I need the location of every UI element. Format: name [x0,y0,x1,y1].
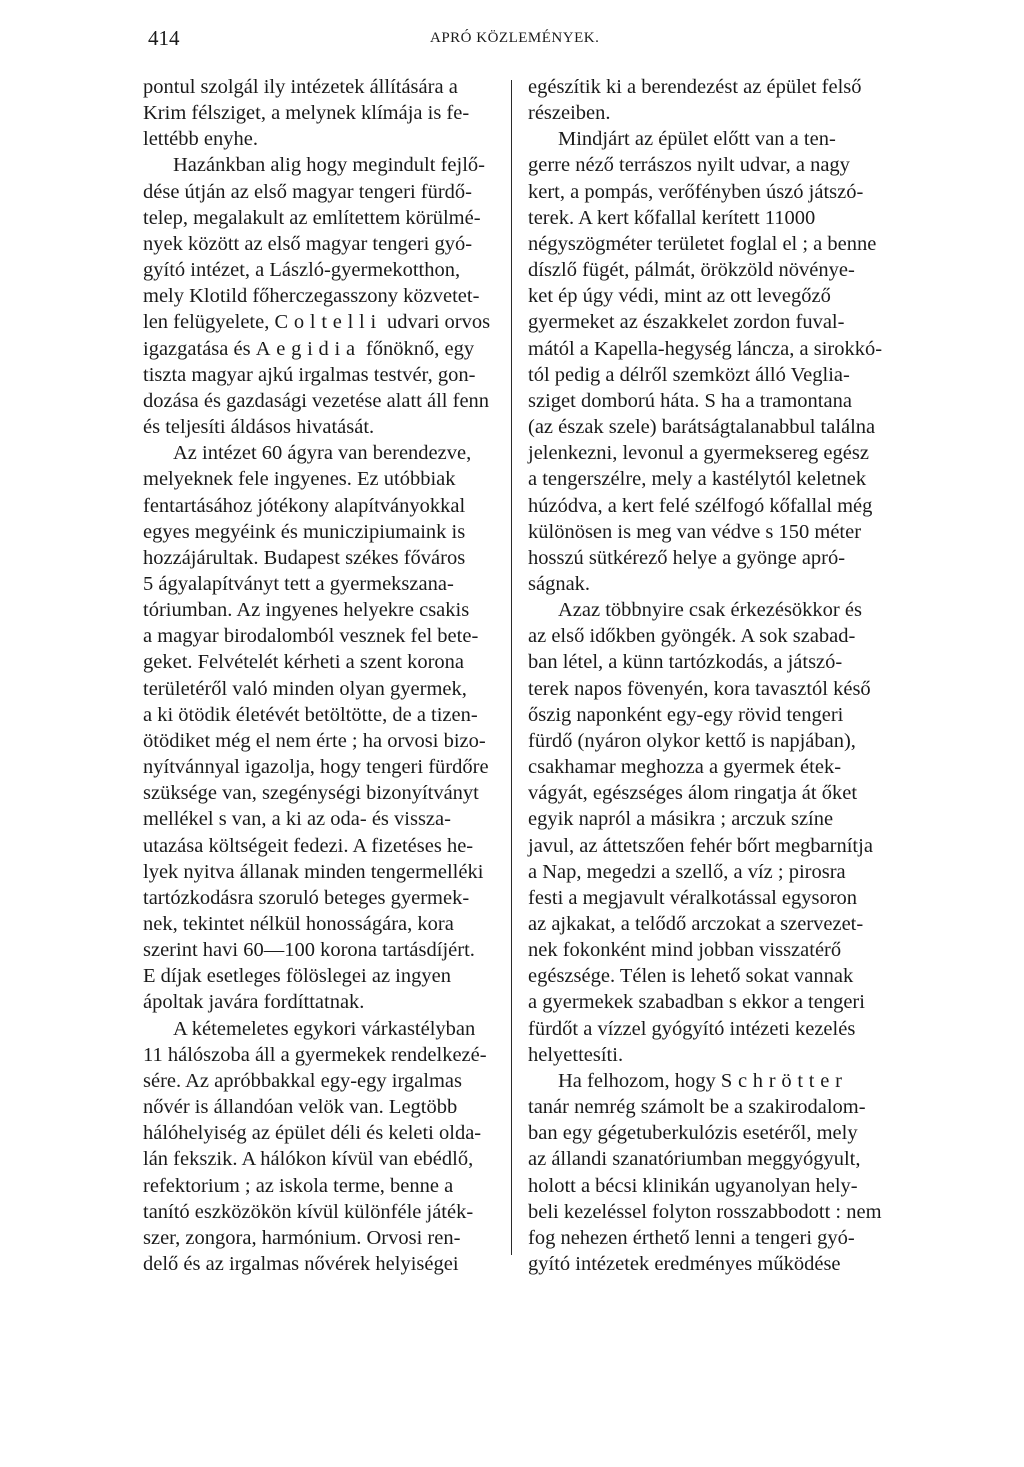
text-line [528,519,888,545]
text-line [143,885,503,911]
text-segment: holott a bécsi klinikán ugyanolyan hely- [528,1174,858,1197]
text-segment: gyító intézet, a László-gyermekotthon, [143,259,461,282]
text-line [143,466,503,492]
text-segment: tóriumban. Az ingyenes helyekre csakis [143,599,470,622]
text-segment: nek, tekintet nélkül honosságára, kora [143,913,454,935]
text-line [143,911,503,937]
text-segment: ságnak. [528,572,591,595]
text-segment: ban létel, a künn tartózkodás, a játszó- [528,651,843,674]
text-line [143,336,503,362]
text-segment: lettébb enyhe. [143,128,258,151]
text-segment: mellékel s van, a ki az oda- és vissza- [143,808,451,831]
text-line [528,937,888,963]
text-line [143,1199,503,1225]
text-line [528,623,888,649]
text-segment: Mindjárt az épület előtt van a ten- [558,128,836,151]
text-segment: ban egy gégetuberkulózis esetéről, mely [528,1122,858,1145]
text-segment: geket. Felvételét kérheti a szent korona [143,651,465,674]
text-segment: tanár nemrég számolt be a szakirodalom- [528,1096,866,1119]
text-line [143,702,503,728]
text-line [143,414,503,440]
text-line [528,780,888,806]
text-line [528,126,888,152]
text-line [528,911,888,937]
text-segment: nek fokonként mind jobban visszatérő [528,939,842,962]
text-segment: mától a Kapella-hegység láncza, a sirokkó- [528,337,883,360]
text-line [143,728,503,754]
text-line [143,362,503,388]
text-line [143,597,503,623]
text-line [528,1068,888,1094]
text-line [143,152,503,178]
text-line [528,1225,888,1251]
text-line [143,806,503,832]
text-line [143,74,503,100]
text-segment: húzódva, a kert felé szélfogó kőfallal még [528,494,873,517]
text-line [143,1251,503,1277]
left-column [143,74,503,1277]
text-line [528,414,888,440]
text-segment: javul, az áttetszően fehér bőrt megbarnítja [528,834,873,857]
text-segment: (az észak szele) barátságtalanabbul találna [528,416,876,439]
text-segment: dozása és gazdasági vezetése alatt áll fenn [143,389,490,412]
text-line [528,179,888,205]
text-segment: területéről való minden olyan gyermek, [143,677,467,700]
column-divider [511,80,512,1255]
text-line [528,702,888,728]
text-line [528,1120,888,1146]
text-line [143,440,503,466]
text-line [143,1094,503,1120]
running-head: APRÓ KÖZLEMÉNYEK. [430,30,600,46]
text-segment: dése útján az első magyar tengeri fürdő- [143,180,473,203]
text-line [528,388,888,414]
text-segment: tól pedig a délről szemközt álló Veglia- [528,363,850,386]
text-segment: gyermeket az északkelet zordon fuval- [528,311,845,334]
text-segment: főnöknő, egy [360,337,475,360]
text-line [528,1146,888,1172]
text-line [528,545,888,571]
text-line [528,754,888,780]
spaced-name: Schrötter [720,1069,848,1092]
text-segment: lyek nyitva állanak minden tengermelléki [143,860,484,883]
right-column [528,74,888,1277]
text-line [528,466,888,492]
text-segment: udvari orvos [381,311,491,334]
text-segment: sziget domború háta. S ha a tramontana [528,389,852,412]
text-segment: a magyar birodalomból vesznek fel bete- [143,625,479,648]
text-line [528,676,888,702]
text-segment: jelenkezni, levonul a gyermeksereg egész [528,442,869,465]
text-line [528,257,888,283]
text-line [143,989,503,1015]
text-segment: a gyermekek szabadban s ekkor a tengeri [528,991,865,1014]
text-line [528,231,888,257]
text-segment: lán fekszik. A hálókon kívül van ebédlő, [143,1148,474,1171]
text-segment: festi a megjavult véralkotással egysoron [528,886,858,909]
text-line [528,571,888,597]
text-line [528,728,888,754]
text-line [143,283,503,309]
text-line [143,1068,503,1094]
text-segment: delő és az irgalmas nővérek helyiségei [143,1253,459,1276]
text-segment: vágyát, egészséges álom ringatja át őket [528,782,858,805]
text-line [528,1173,888,1199]
text-line [528,833,888,859]
text-line [528,597,888,623]
text-segment: és teljesíti áldásos hivatását. [143,416,375,439]
text-line [528,1094,888,1120]
text-segment: csakhamar meghozza a gyermek étek- [528,756,842,779]
text-segment: kert, a pompás, verőfényben úszó játszó- [528,180,864,203]
text-segment: az első időkben gyöngék. A sok szabad- [528,625,856,648]
text-segment: Az intézet 60 ágyra van berendezve, [173,442,472,465]
text-segment: szer, zongora, harmónium. Orvosi ren- [143,1226,461,1249]
text-segment: gyító intézetek eredményes működése [528,1253,841,1276]
text-segment: a Nap, megedzi a szellő, a víz ; pirosra [528,860,846,883]
text-line [143,257,503,283]
text-line [528,1042,888,1068]
text-line [143,1042,503,1068]
text-segment: tanító eszközökön kívül különféle játék- [143,1200,474,1223]
text-segment: különösen is meg van védve s 150 méter [528,520,862,543]
text-segment: telep, megalakult az említettem körülmé- [143,206,481,229]
text-segment: egészsége. Télen is lehető sokat vannak [528,965,854,988]
text-segment: terek. A kert kőfallal kerített 11000 [528,206,816,229]
text-line [528,205,888,231]
text-line [528,74,888,100]
text-segment: négyszögméter területet foglal el ; a benne [528,232,877,255]
text-line [528,152,888,178]
text-segment: nővér is állandóan velök van. Legtöbb [143,1096,458,1119]
text-line [143,649,503,675]
text-segment: utazása költségeit fedezi. A fizetéses he- [143,834,474,857]
text-line [143,126,503,152]
text-segment: ápoltak javára fordíttatnak. [143,991,365,1014]
text-segment: 11 hálószoba áll a gyermekek rendelkezé- [143,1043,487,1066]
text-line [143,519,503,545]
text-segment: fürdő (nyáron olykor kettő is napjában), [528,729,856,752]
text-line [143,571,503,597]
text-segment: tiszta magyar ajkú irgalmas testvér, gon- [143,363,476,386]
text-line [143,963,503,989]
text-segment: melyeknek fele ingyenes. Ez utóbbiak [143,468,456,491]
text-segment: egyes megyéink és municzipiumaink is [143,520,466,543]
text-segment: pontul szolgál ily intézetek állítására a [143,76,458,98]
text-segment: őszig naponként egy-egy rövid tengeri [528,703,844,726]
text-line [143,388,503,414]
text-line [143,179,503,205]
text-line [528,1199,888,1225]
text-segment: Ha felhozom, hogy [558,1069,721,1092]
text-line [528,362,888,388]
spaced-name: Coltelli [274,311,382,334]
text-segment: részeiben. [528,102,611,125]
text-line [143,937,503,963]
text-segment: gerre néző terrászos nyilt udvar, a nagy [528,154,850,177]
text-line [528,1016,888,1042]
text-segment: díszlő fügét, pálmát, örökzöld növénye- [528,259,855,282]
text-segment: 5 ágyalapítványt tett a gyermekszana- [143,572,454,595]
text-line [528,440,888,466]
text-line [528,963,888,989]
text-segment: egészítik ki a berendezést az épület felső [528,76,862,98]
text-segment: a ki ötödik életévét betöltötte, de a tizen- [143,703,478,726]
text-segment: Azaz többnyire csak érkezésökkor és [558,599,862,622]
text-line [143,623,503,649]
text-segment: tartózkodásra szoruló beteges gyermek- [143,886,470,909]
text-segment: sére. Az apróbbakkal egy-egy irgalmas [143,1069,462,1092]
text-line [528,806,888,832]
text-line [143,1225,503,1251]
text-segment: hosszú sütkérező helye a gyönge apró- [528,546,846,569]
text-line [528,283,888,309]
text-segment: fürdőt a vízzel gyógyító intézeti kezelés [528,1017,856,1040]
text-segment: beli kezeléssel folyton rosszabbodott : nem [528,1200,882,1223]
text-segment: ötödiket még el nem érte ; ha orvosi bizo- [143,729,486,752]
text-line [143,545,503,571]
text-segment: helyettesíti. [528,1043,624,1066]
text-line [143,309,503,335]
text-line [143,1146,503,1172]
text-segment: E díjak esetleges fölöslegei az ingyen [143,965,451,988]
text-segment: refektorium ; az iskola terme, benne a [143,1174,454,1197]
text-line [143,833,503,859]
text-line [528,336,888,362]
page-number: 414 [148,26,180,50]
text-segment: igazgatása és [143,337,256,360]
text-line [143,493,503,519]
text-line [143,231,503,257]
text-line [528,859,888,885]
text-line [143,1173,503,1199]
text-line [528,989,888,1015]
text-segment: terek napos fövenyén, kora tavasztól késő [528,677,871,700]
text-segment: nyek között az első magyar tengeri gyó- [143,232,473,255]
text-line [528,649,888,675]
text-segment: egyik napról a másikra ; arczuk színe [528,808,834,831]
text-segment: az állandi szanatóriumban meggyógyult, [528,1148,861,1171]
text-segment: Krim félsziget, a melynek klímája is fe- [143,102,470,125]
text-line [143,676,503,702]
text-segment: fentartásához jótékony alapítványokkal [143,494,466,517]
text-segment: a tengerszélre, mely a kastélytól keletnek [528,468,867,491]
text-line [143,859,503,885]
text-segment: Hazánkban alig hogy megindult fejlő- [173,154,485,177]
text-segment: len felügyelete, [143,311,275,334]
text-segment: az ajkakat, a telődő arczokat a szervezet- [528,913,864,935]
text-segment: mely Klotild főherczegasszony közvetet- [143,285,480,308]
text-segment: szerint havi 60—100 korona tartásdíjért. [143,939,475,962]
text-segment: ket ép úgy védi, mint az ott levegőző [528,285,831,308]
text-line [143,205,503,231]
text-line [143,100,503,126]
text-line [528,493,888,519]
spaced-name: Aegidia [255,337,361,360]
text-segment: szüksége van, szegénységi bizonyítványt [143,782,479,805]
text-line [143,754,503,780]
text-segment: A kétemeletes egykori várkastélyban [173,1017,476,1040]
text-line [143,780,503,806]
text-line [528,100,888,126]
text-segment: hozzájárultak. Budapest székes főváros [143,546,466,569]
text-line [143,1016,503,1042]
text-segment: fog nehezen érthető lenni a tengeri gyó- [528,1226,855,1249]
text-segment: nyítvánnyal igazolja, hogy tengeri fürdőre [143,756,489,779]
text-line [528,309,888,335]
text-segment: hálóhelyiség az épület déli és keleti olda- [143,1122,482,1145]
text-line [143,1120,503,1146]
text-line [528,1251,888,1277]
text-line [528,885,888,911]
